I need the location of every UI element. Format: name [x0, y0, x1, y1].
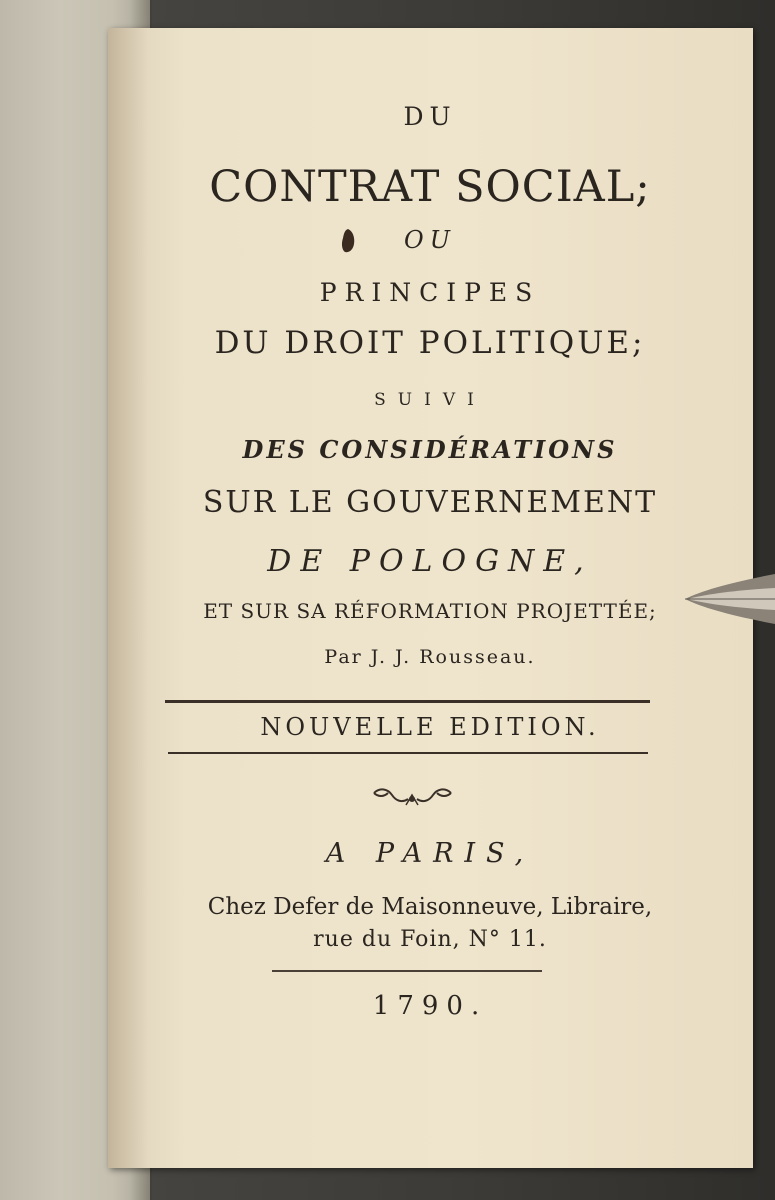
subtitle-considerations: DES CONSIDÉRATIONS: [242, 435, 618, 464]
imprint-year: 1790.: [372, 991, 488, 1021]
subtitle-droit-politique: DU DROIT POLITIQUE;: [214, 325, 646, 361]
rule-bottom: [168, 752, 648, 754]
subtitle-gouvernement: SUR LE GOUVERNEMENT: [202, 485, 658, 520]
imprint-address: rue du Foin, N° 11.: [313, 927, 547, 952]
floral-vignette-icon: [370, 785, 455, 809]
subtitle-reformation: ET SUR SA RÉFORMATION PROJETTÉE;: [203, 599, 657, 623]
rule-top: [165, 700, 650, 703]
rule-imprint: [272, 970, 542, 972]
imprint-publisher: Chez Defer de Maisonneuve, Libraire,: [207, 894, 653, 920]
author-line: Par J. J. Rousseau.: [324, 646, 536, 668]
title-main: CONTRAT SOCIAL;: [209, 162, 651, 212]
imprint-place: A PARIS,: [325, 838, 535, 869]
subtitle-principes: PRINCIPES: [319, 278, 541, 307]
title-line-du: DU: [403, 102, 457, 131]
brass-pointer-icon: [683, 568, 775, 630]
edition-line: NOUVELLE EDITION.: [260, 713, 600, 741]
subtitle-suivi: SUIVI: [374, 390, 486, 410]
title-line-ou: OU: [404, 226, 456, 254]
subtitle-pologne: DE POLOGNE,: [267, 544, 593, 579]
